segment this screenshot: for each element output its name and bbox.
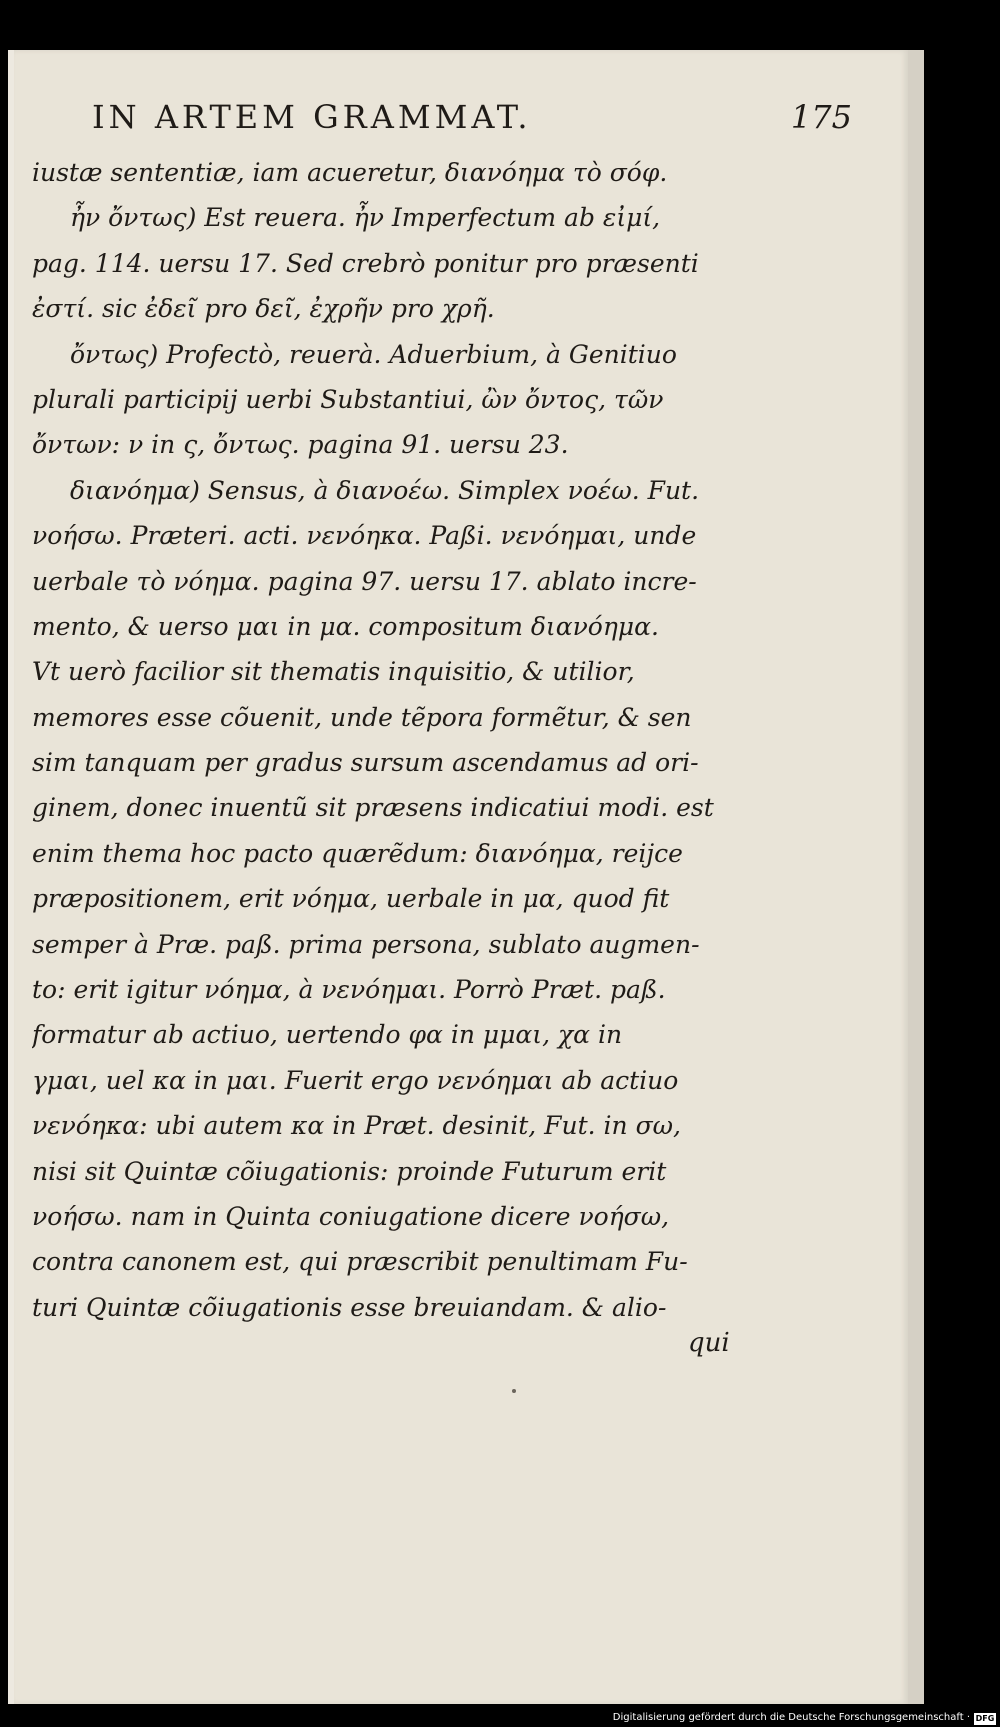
page-number: 175	[790, 98, 852, 136]
text-line: iustæ sententiæ, iam acueretur, διανόημα τὸ σόφ.	[32, 158, 668, 187]
footer-bar	[0, 1711, 1000, 1727]
text-line: νενόηκα: ubi autem κα in Præt. desinit, Fut. in σω,	[32, 1111, 681, 1141]
running-head	[92, 98, 852, 144]
text-line: nisi sit Quintæ cõiugationis: proinde Futurum erit	[32, 1156, 667, 1186]
page-edge	[908, 50, 924, 1704]
text-line: formatur ab actiuo, uertendo φα in μμαι, χα in	[32, 1020, 623, 1050]
text-line: Vt uerò facilior sit thematis inquisitio, & utilior,	[32, 657, 635, 687]
text-line: uerbale τὸ νόημα. pagina 97. uersu 17. ablato incre-	[32, 566, 697, 596]
text-line: ὄντων: ν in ς, ὄντως. pagina 91. uersu 23.	[32, 430, 569, 460]
footer-credit: Digitalisierung gefördert durch die Deutsche Forschungsgemeinschaft ·	[612, 1712, 970, 1723]
dfg-logo: DFG	[975, 1714, 995, 1723]
text-line: ἐστί. sic ἐδεῖ pro δεῖ, ἐχρῆν pro χρῆ.	[32, 294, 495, 324]
text-line: ἦν ὄντως) Est reuera. ἦν Imperfectum ab εἰμί,	[70, 203, 661, 233]
text-line: sim tanquam per gradus sursum ascendamus ad ori-	[32, 748, 699, 778]
text-line: διανόημα) Sensus, à διανοέω. Simplex νοέω. Fut.	[70, 475, 700, 505]
ink-speck	[512, 1389, 516, 1393]
catchword: qui	[688, 1328, 730, 1358]
text-line: ὄντως) Profectò, reuerà. Aduerbium, à Genitiuo	[70, 339, 677, 369]
text-line: νοήσω. Præteri. acti. νενόηκα. Paßi. νενόημαι, unde	[32, 521, 697, 551]
text-line: pag. 114. uersu 17. Sed crebrò ponitur pro præsenti	[32, 248, 699, 278]
scan-frame	[8, 50, 924, 1704]
text-line: γμαι, uel κα in μαι. Fuerit ergo νενόημαι ab actiuo	[32, 1065, 679, 1095]
text-line: to: erit igitur νόημα, à νενόημαι. Porrò Præt. paß.	[32, 975, 666, 1005]
text-line: plurali participij uerbi Substantiui, ὢν ὄντος, τῶν	[32, 384, 664, 414]
text-line: memores esse cõuenit, unde tẽpora formẽtur, & sen	[32, 702, 692, 732]
text-line: ginem, donec inuentũ sit præsens indicatiui modi. est	[32, 793, 714, 823]
text-line: νοήσω. nam in Quinta coniugatione dicere νοήσω,	[32, 1201, 670, 1231]
running-title: IN ARTEM GRAMMAT.	[92, 98, 532, 136]
text-line: contra canonem est, qui præscribit penultimam Fu-	[32, 1247, 688, 1277]
text-line: turi Quintæ cõiugationis esse breuiandam. & alio-	[32, 1292, 667, 1322]
text-line: enim thema hoc pacto quærẽdum: διανόημα, reijce	[32, 838, 683, 868]
text-line: semper à Præ. paß. prima persona, sublato augmen-	[32, 929, 700, 959]
body-text	[32, 150, 752, 1330]
text-line: præpositionem, erit νόημα, uerbale in μα, quod fit	[32, 884, 670, 914]
book-page	[14, 50, 908, 1704]
text-line: mento, & uerso μαι in μα. compositum διανόημα.	[32, 611, 659, 641]
